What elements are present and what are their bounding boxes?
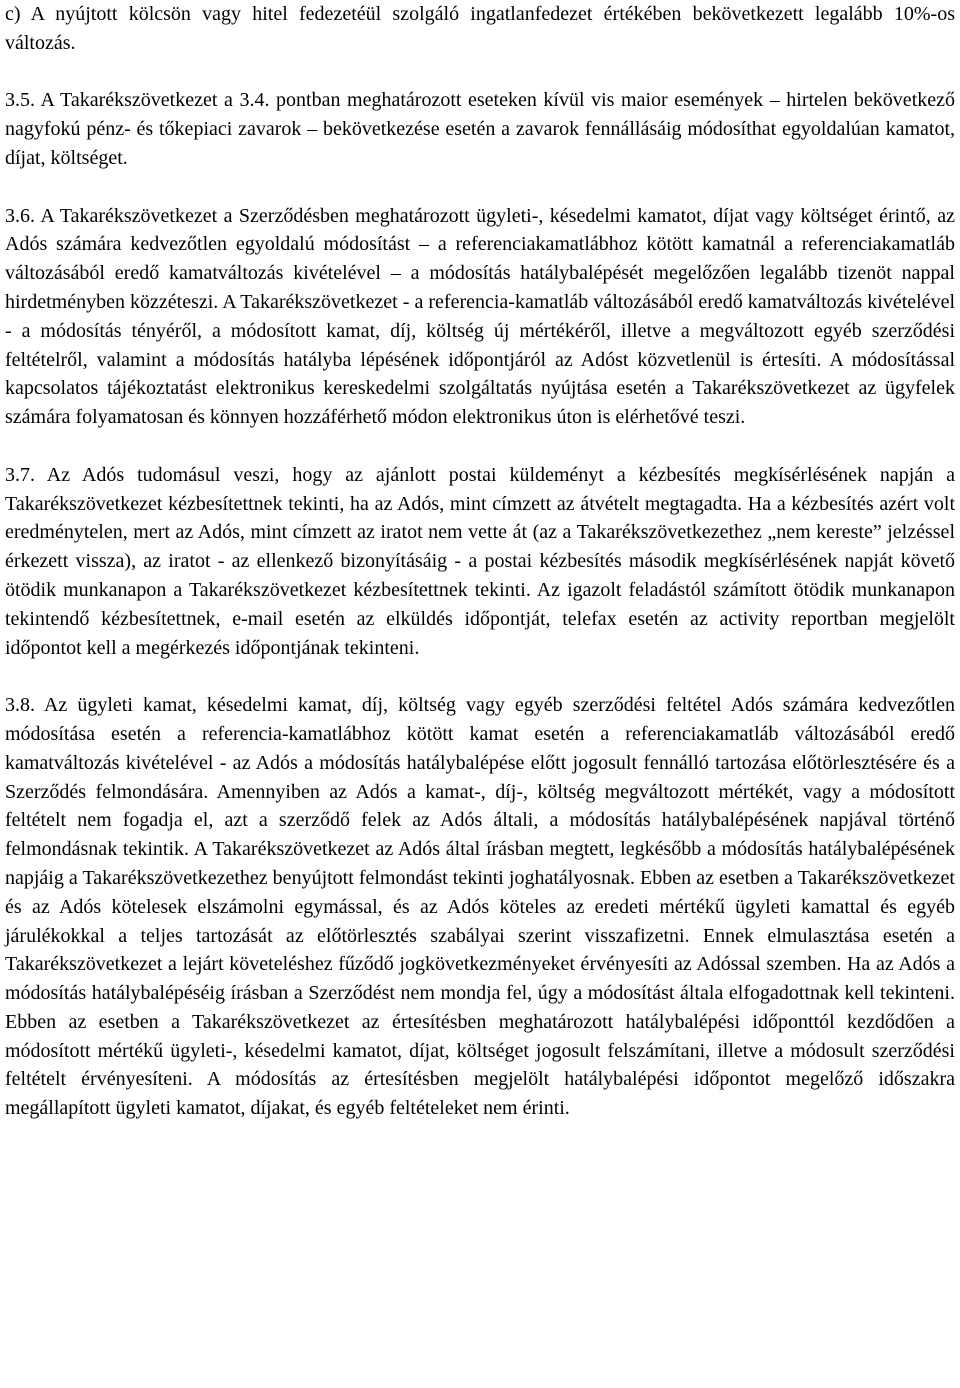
paragraph-3-6: 3.6. A Takarékszövetkezet a Szerződésben meghatározott ügyleti-, késedelmi kamatot, díjat vagy költséget érintő, az Adós számára kedvezőtlen egyoldalú módosítást – a referenciakamatlábhoz kötött kamatnál a referenciakamatláb változásából eredő kamatváltozás kivételével – a módosítás hatálybalépését megelőzően legalább tizenöt nappal hirdetményben közzéteszi. A Takarékszövetkezet - a referencia-kamatláb változásából eredő kamatváltozás kivételével - a módosítás tényéről, a módosított kamat, díj, költség új mértékéről, illetve a megváltozott egyéb szerződési feltételről, valamint a módosítás hatályba lépésének időpontjáról az Adóst közvetlenül is értesíti. A módosítással kapcsolatos tájékoztatást elektronikus kereskedelmi szolgáltatás nyújtása esetén a Takarékszövetkezet az ügyfelek számára folyamatosan és könnyen hozzáférhető módon elektronikus úton is elérhetővé teszi. bbox=[5, 204, 955, 429]
paragraph-3-5: 3.5. A Takarékszövetkezet a 3.4. pontban meghatározott eseteken kívül vis maior események – hirtelen bekövetkező nagyfokú pénz- és tőkepiaci zavarok – bekövetkezése esetén a zavarok fennállásáig módosíthat egyoldalúan kamatot, díjat, költséget. bbox=[5, 89, 955, 169]
paragraph-3-8: 3.8. Az ügyleti kamat, késedelmi kamat, díj, költség vagy egyéb szerződési feltétel Adós számára kedvezőtlen módosítása esetén a referencia-kamatlábhoz kötött kamat esetén a referenciakamatláb változásából eredő kamatváltozás kivételével - az Adós a módosítás hatálybalépése előtt jogosult fennálló tartozása előtörlesztésére és a Szerződés felmondására. Amennyiben az Adós a kamat-, díj-, költség megváltozott mértékét, vagy a módosított feltételt nem fogadja el, azt a szerződő felek az Adós általi, a módosítás hatálybalépésének napjával történő felmondásnak tekintik. A Takarékszövetkezet az Adós által írásban megtett, legkésőbb a módosítás hatálybalépésének napjáig a Takarékszövetkezethez benyújtott felmondást tekinti joghatályosnak. Ebben az esetben a Takarékszövetkezet és az Adós kötelesek elszámolni egymással, és az Adós köteles az eredeti mértékű ügyleti kamattal és egyéb járulékokkal a teljes tartozását az előtörlesztés szabályai szerint visszafizetni. Ennek elmulasztása esetén a Takarékszövetkezet a lejárt követeléshez fűződő jogkövetkezményeket érvényesíti az Adóssal szemben. Ha az Adós a módosítás hatálybalépéséig írásban a Szerződést nem mondja fel, úgy a módosítást általa elfogadottnak kell tekinteni. Ebben az esetben a Takarékszövetkezet az értesítésben meghatározott hatálybalépési időponttól kezdődően a módosított mértékű ügyleti-, késedelmi kamatot, díjat, költséget jogosult felszámítani, illetve a módosult szerződési feltételt érvényesíteni. A módosítás az értesítésben megjelölt hatálybalépési időpontot megelőző időszakra megállapított ügyleti kamatot, díjakat, és egyéb feltételeket nem érinti. bbox=[5, 694, 955, 1120]
document-page bbox=[5, 0, 955, 1123]
paragraph-c: c) A nyújtott kölcsön vagy hitel fedezetéül szolgáló ingatlanfedezet értékében bekövetkezett legalább 10%-os változás. bbox=[5, 3, 955, 54]
paragraph-3-7: 3.7. Az Adós tudomásul veszi, hogy az ajánlott postai küldeményt a kézbesítés megkísérlésének napján a Takarékszövetkezet kézbesítettnek tekinti, ha az Adós, mint címzett az átvételt megtagadta. Ha a kézbesítés azért volt eredménytelen, mert az Adós, mint címzett az iratot nem vette át (az a Takarékszövetkezethez „nem kereste” jelzéssel érkezett vissza), az iratot - az ellenkező bizonyításáig - a postai kézbesítés második megkísérlésének napját követő ötödik munkanapon a Takarékszövetkezet kézbesítettnek tekinti. Az igazolt feladástól számított ötödik munkanapon tekintendő kézbesítettnek, e-mail esetén az elküldés időpontját, telefax esetén az activity reportban megjelölt időpontot kell a megérkezés időpontjának tekinteni. bbox=[5, 463, 955, 659]
